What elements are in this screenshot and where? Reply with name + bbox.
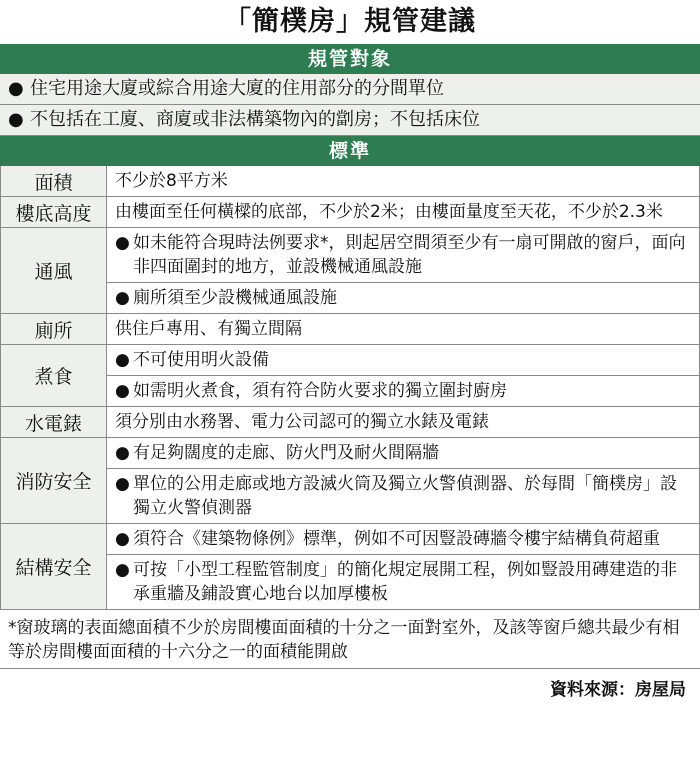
row-value-meters: 須分別由水務署、電力公司認可的獨立水錶及電錶 — [107, 407, 700, 438]
bullet-icon: ● — [115, 233, 130, 253]
row-label-height: 樓底高度 — [1, 197, 107, 228]
table-row — [1, 228, 700, 314]
row-label-structure: 結構安全 — [1, 524, 107, 610]
bullet-icon: ● — [115, 474, 130, 494]
table-row — [1, 197, 700, 228]
row-label-ventilation: 通風 — [1, 228, 107, 314]
row-label-meters: 水電錶 — [1, 407, 107, 438]
row-value-ventilation — [107, 228, 700, 314]
row-value-structure — [107, 524, 700, 610]
row-label-fire-safety: 消防安全 — [1, 438, 107, 524]
table-row — [1, 166, 700, 197]
scope-item: ● 住宅用途大廈或綜合用途大廈的住用部分的分間單位 — [0, 74, 700, 105]
bullet-icon: ● — [115, 529, 130, 549]
list-item: ● 須符合《建築物條例》標準，例如不可因豎設磚牆令樓宇結構負荷超重 — [115, 529, 660, 549]
row-value-fire-safety — [107, 438, 700, 524]
table-row — [1, 407, 700, 438]
row-label-toilet: 廁所 — [1, 314, 107, 345]
list-item: ● 單位的公用走廊或地方設滅火筒及獨立火警偵測器、於每間「簡樸房」設獨立火警偵測器 — [107, 468, 699, 523]
table-row — [1, 314, 700, 345]
list-item: ● 可按「小型工程監管制度」的簡化規定展開工程，例如豎設用磚建造的非承重牆及鋪設實心地台以加厚樓板 — [107, 554, 699, 609]
list-item: ● 有足夠闊度的走廊、防火門及耐火間隔牆 — [115, 443, 439, 463]
bullet-icon: ● — [115, 381, 130, 401]
page-title: 「簡樸房」規管建議 — [224, 6, 476, 37]
bullet-icon: ● — [8, 109, 24, 130]
bullet-icon: ● — [115, 443, 130, 463]
row-value-cooking — [107, 345, 700, 407]
standards-header: 標準 — [0, 136, 700, 166]
scope-header: 規管對象 — [0, 44, 700, 74]
source-credit: 資料來源：房屋局 — [550, 680, 686, 700]
row-value-area: 不少於8平方米 — [107, 166, 700, 197]
row-value-height: 由樓面至任何橫樑的底部，不少於2米；由樓面量度至天花，不少於2.3米 — [107, 197, 700, 228]
row-label-area: 面積 — [1, 166, 107, 197]
footnote: *窗玻璃的表面總面積不少於房間樓面面積的十分之一面對室外，及該等窗戶總共最少有相等於房間樓面面積的十六分之一的面積能開啟 — [0, 610, 700, 669]
standards-table — [0, 166, 700, 610]
list-item: ● 如需明火煮食，須有符合防火要求的獨立圍封廚房 — [107, 375, 699, 406]
row-value-toilet: 供住戶專用、有獨立間隔 — [107, 314, 700, 345]
scope-item: ● 不包括在工廈、商廈或非法構築物內的劏房；不包括床位 — [0, 105, 700, 136]
list-item: ● 不可使用明火設備 — [115, 350, 269, 370]
table-row — [1, 345, 700, 407]
bullet-icon: ● — [115, 288, 130, 308]
table-row — [1, 524, 700, 610]
row-label-cooking: 煮食 — [1, 345, 107, 407]
bullet-icon: ● — [8, 78, 24, 99]
list-item: ● 廁所須至少設機械通風設施 — [107, 282, 699, 313]
list-item: ● 如未能符合現時法例要求*，則起居空間須至少有一扇可開啟的窗戶，面向非四面圍封的地方，並設機械通風設施 — [115, 233, 686, 277]
table-row — [1, 438, 700, 524]
bullet-icon: ● — [115, 350, 130, 370]
bullet-icon: ● — [115, 560, 130, 580]
